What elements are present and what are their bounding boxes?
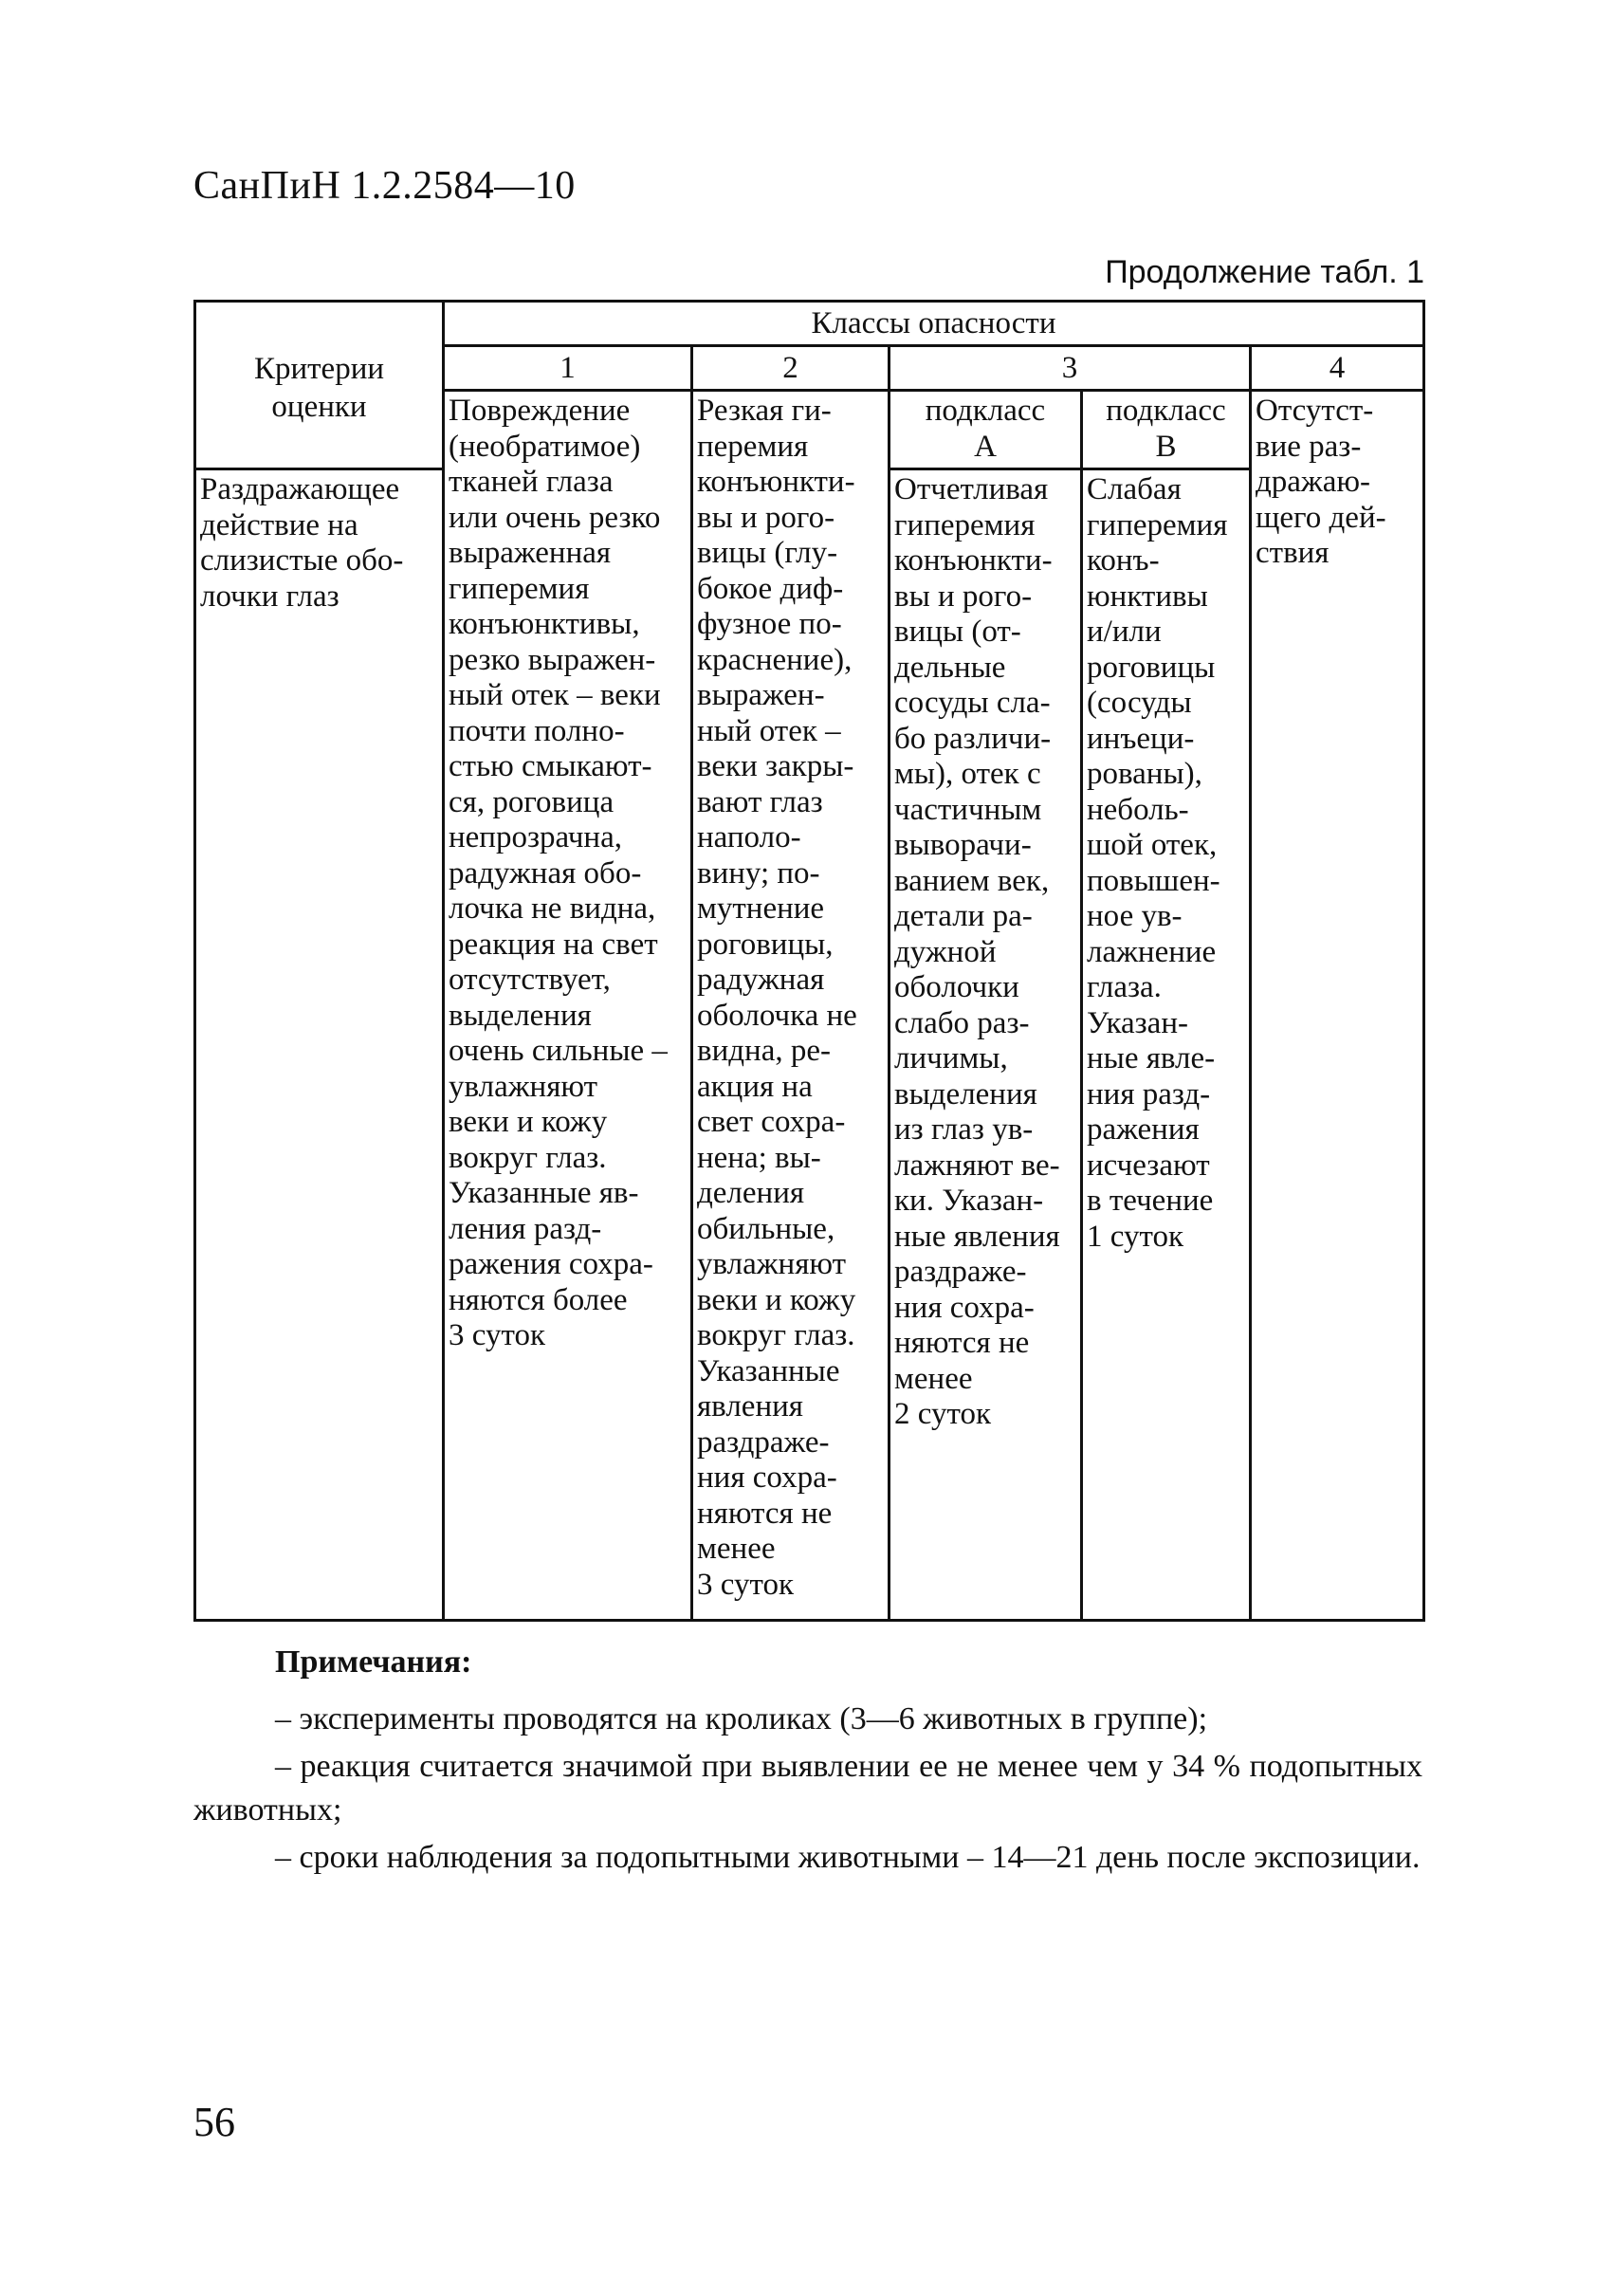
subclass-a-header: подкласс А (890, 391, 1082, 469)
note-item: – сроки наблюдения за подопытными животными – 14—21 день после экспозиции. (275, 1840, 1421, 1875)
class-number-4: 4 (1251, 346, 1424, 391)
class-3b-description: Слабая гиперемия конъ- юнктивы и/или роговицы (сосуды инъеци- рованы), неболь- шой отек, повышен- ное ув- лажнение глаза. Указан- ные явле- ния разд- ражения исчезают в течение 1 суток (1082, 469, 1251, 1621)
table-continuation-label: Продолжение табл. 1 (1105, 254, 1424, 290)
criteria-header: Критерии оценки (195, 302, 444, 469)
class-number-3: 3 (890, 346, 1251, 391)
criterion-eye-irritation: Раздражающее действие на слизистые обо- лочки глаз (195, 469, 444, 1621)
subclass-b-header: подкласс В (1082, 391, 1251, 469)
notes-title: Примечания: (275, 1644, 472, 1680)
class-4-description: Отсутст- вие раз- дражаю- щего дей- ствия (1251, 391, 1424, 1621)
notes-section (193, 1641, 1422, 1883)
class-number-1: 1 (444, 346, 692, 391)
note-item: – реакция считается значимой при выявлении ее не менее чем у 34 % подопытных животных; (193, 1749, 1422, 1828)
document-code: СанПиН 1.2.2584—10 (193, 164, 576, 208)
class-1-description: Повреждение (необратимое) тканей глаза или очень резко выраженная гиперемия конъюнктивы, резко выражен- ный отек – веки почти полно- стью смыкают- ся, роговица непрозрачна, радужная обо- лочка не видна, реакция на свет отсутствует, выделения очень сильные – увлажняют веки и кожу вокруг глаз. Указанные яв- ления разд- ражения сохра- няются более 3 суток (444, 391, 692, 1621)
page-number: 56 (193, 2099, 235, 2145)
class-3a-description: Отчетливая гиперемия конъюнкти- вы и рого- вицы (от- дельные сосуды сла- бо различи- мы), отек с частичным выворачи- ванием век, детали ра- дужной оболочки слабо раз- личимы, выделения из глаз ув- лажняют ве- ки. Указан- ные явления раздраже- ния сохра- няются не менее 2 суток (890, 469, 1082, 1621)
class-number-2: 2 (692, 346, 890, 391)
hazard-classes-header: Классы опасности (444, 302, 1424, 346)
class-2-description: Резкая ги- перемия конъюнкти- вы и рого- вицы (глу- бокое диф- фузное по- краснение), выражен- ный отек – веки закры- вают глаз наполо- вину; по- мутнение роговицы, радужная оболочка не видна, ре- акция на свет сохра- нена; вы- деления обильные, увлажняют веки и кожу вокруг глаз. Указанные явления раздраже- ния сохра- няются не менее 3 суток (692, 391, 890, 1621)
note-item: – эксперименты проводятся на кроликах (3—6 животных в группе); (275, 1701, 1208, 1736)
hazard-classes-table (193, 300, 1425, 1622)
